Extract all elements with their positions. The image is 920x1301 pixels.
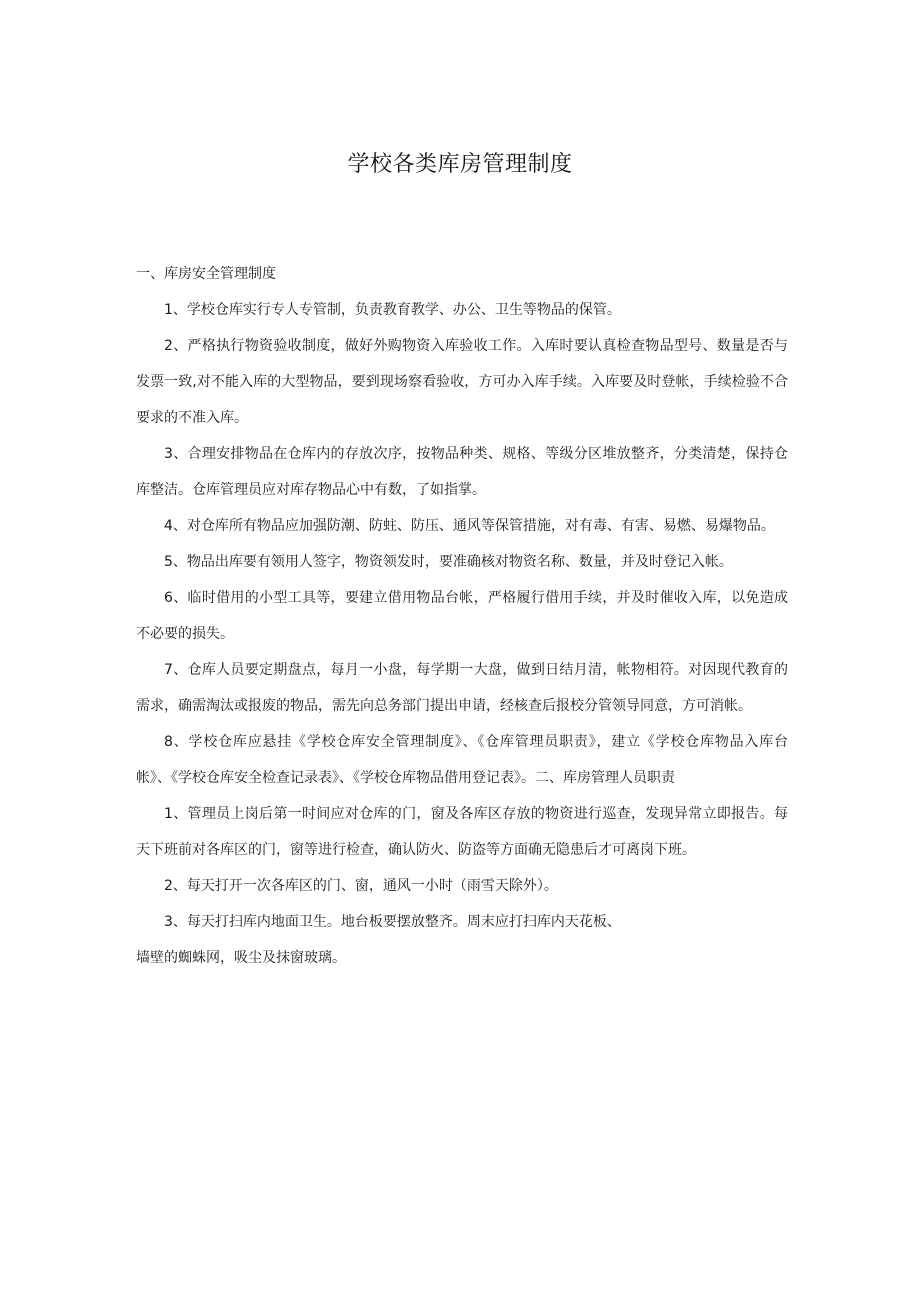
paragraph-2: 2、严格执行物资验收制度，做好外购物资入库验收工作。入库时要认真检查物品型号、数量是否与发票一致,对不能入库的大型物品，要到现场察看验收，方可办入库手续。入库要及时登帐，手续检验不合要求的不准入库。 [136, 338, 788, 426]
section-heading: 一、库房安全管理制度 [136, 266, 276, 282]
paragraph-8: 8、学校仓库应悬挂《学校仓库安全管理制度》、《仓库管理员职责》，建立《学校仓库物品入库台帐》、《学校仓库安全检查记录表》、《学校仓库物品借用登记表》。二、库房管理人员职责 [136, 734, 788, 786]
document-body [136, 256, 788, 976]
paragraph-duty-3: 3、每天打扫库内地面卫生。地台板要摆放整齐。周末应打扫库内天花板、 [164, 914, 621, 930]
paragraph-duty-1: 1、管理员上岗后第一时间应对仓库的门，窗及各库区存放的物资进行巡查，发现异常立即报告。每天下班前对各库区的门，窗等进行检查，确认防火、防盗等方面确无隐患后才可离岗下班。 [136, 806, 788, 858]
paragraph-6: 6、临时借用的小型工具等，要建立借用物品台帐，严格履行借用手续，并及时催收入库，以免造成不必要的损失。 [136, 590, 788, 642]
paragraph-1: 1、学校仓库实行专人专管制，负责教育教学、办公、卫生等物品的保管。 [164, 302, 621, 318]
paragraph-5: 5、物品出库要有领用人签字，物资领发时，要准确核对物资名称、数量，并及时登记入帐。 [164, 554, 733, 570]
paragraph-duty-2: 2、每天打开一次各库区的门、窗，通风一小时（雨雪天除外）。 [164, 878, 558, 894]
document-title: 学校各类库房管理制度 [347, 152, 573, 177]
paragraph-4: 4、对仓库所有物品应加强防潮、防蛀、防压、通风等保管措施，对有毒、有害、易燃、易爆物品。 [164, 518, 775, 534]
paragraph-3: 3、合理安排物品在仓库内的存放次序，按物品种类、规格、等级分区堆放整齐，分类清楚，保持仓库整洁。仓库管理员应对库存物品心中有数，了如指掌。 [136, 446, 788, 498]
paragraph-duty-3-continued: 墙壁的蜘蛛网，吸尘及抹窗玻璃。 [136, 950, 346, 966]
paragraph-7: 7、仓库人员要定期盘点，每月一小盘，每学期一大盘，做到日结月清，帐物相符。对因现代教育的需求，确需淘汰或报废的物品，需先向总务部门提出申请，经核查后报校分管领导同意，方可消帐。 [136, 662, 788, 714]
